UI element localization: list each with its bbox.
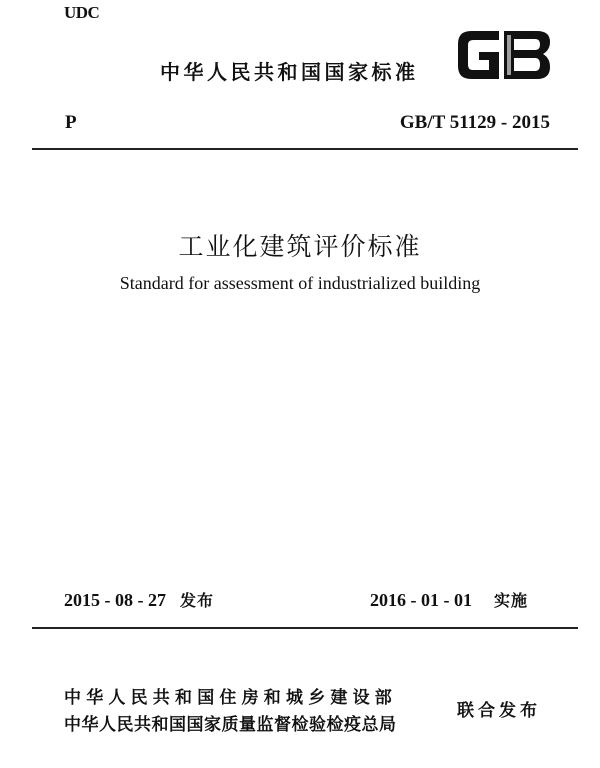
implementation-date: 2016 - 01 - 01 xyxy=(370,590,472,610)
issue-label: 发布 xyxy=(180,591,215,610)
national-standard-heading: 中华人民共和国国家标准 xyxy=(160,60,419,84)
standard-number: GB/T 51129 - 2015 xyxy=(399,112,550,133)
top-divider xyxy=(32,148,578,150)
joint-issue-label: 联合发布 xyxy=(457,701,541,721)
document-title-english: Standard for assessment of industrialized building xyxy=(119,273,481,293)
document-title-chinese: 工业化建筑评价标准 xyxy=(178,234,422,261)
gb-logo-icon xyxy=(455,28,553,82)
issue-date-block xyxy=(64,588,214,611)
bottom-divider xyxy=(32,627,578,629)
issue-date: 2015 - 08 - 27 xyxy=(64,590,166,610)
issuer-aqsiq: 中华人民共和国国家质量监督检验检疫总局 xyxy=(64,715,397,735)
issuer-ministry-housing: 中华人民共和国住房和城乡建设部 xyxy=(64,688,397,708)
udc-label: UDC xyxy=(64,3,100,22)
implementation-label: 实施 xyxy=(494,591,529,610)
implementation-date-block xyxy=(370,588,528,611)
category-code: P xyxy=(65,112,77,133)
